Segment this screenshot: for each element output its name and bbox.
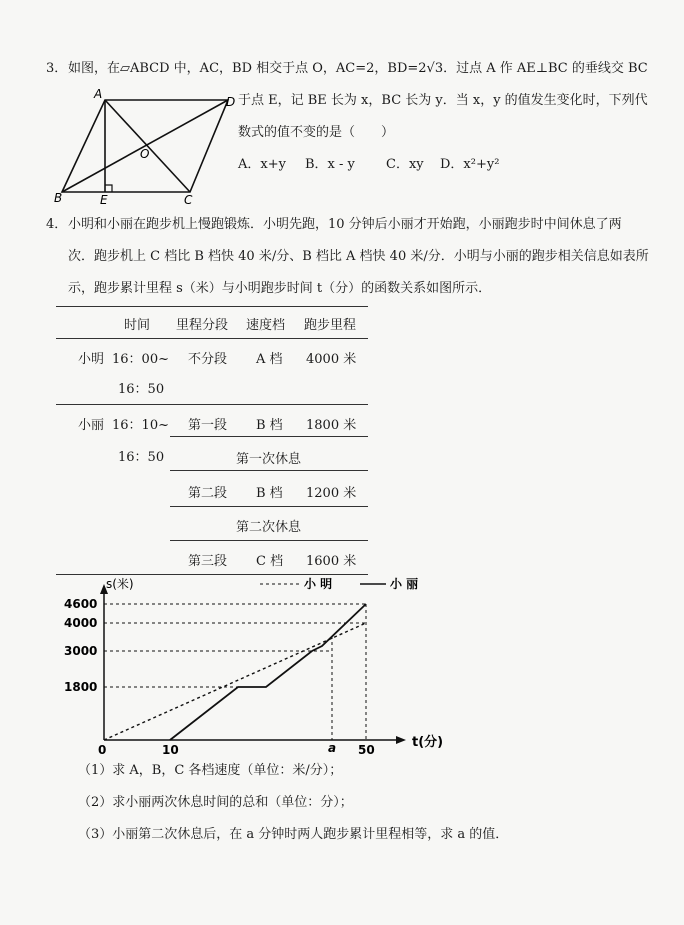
xiaoli-name: 小丽	[78, 418, 105, 433]
label-e: E	[100, 193, 108, 206]
xiaoli-seg2-distance: 1200 米	[306, 486, 357, 501]
diagonal-bd	[62, 100, 228, 192]
xiaoming-speed: A 档	[256, 352, 283, 367]
origin-label: 0	[98, 743, 107, 756]
xiaoli-rest1: 第一次休息	[236, 452, 302, 467]
xiaoli-seg1-speed: B 档	[256, 418, 283, 433]
xiaoli-seg2-speed: B 档	[256, 486, 283, 501]
xiaoming-distance: 4000 米	[306, 352, 357, 367]
q4-sub3: （3）小丽第二次休息后，在 a 分钟时两人跑步累计里程相等，求 a 的值．	[78, 827, 509, 842]
y-tick-4600: 4600	[64, 597, 98, 611]
label-a: A	[94, 87, 103, 101]
q3-line3: 数式的值不变的是（ ）	[238, 125, 395, 140]
table-header-speed: 速度档	[246, 318, 286, 333]
y-tick-1800: 1800	[64, 680, 98, 694]
x-tick-a: a	[328, 741, 337, 755]
xiaoli-seg1-segment: 第一段	[188, 418, 228, 433]
label-b: B	[54, 191, 63, 205]
q3-option-c: C．xy	[386, 157, 424, 172]
legend-xiaoming: 小 明	[304, 577, 333, 591]
xiaoming-time-end: 16：50	[118, 382, 165, 397]
xiaoli-seg3-segment: 第三段	[188, 554, 228, 569]
q4-line3: 示，跑步累计里程 s（米）与小明跑步时间 t（分）的函数关系如图所示．	[68, 281, 492, 296]
y-axis-label: s(米)	[106, 577, 134, 591]
q4-sub2: （2）求小丽两次休息时间的总和（单位：分）；	[78, 795, 353, 810]
x-axis-label: t(分)	[412, 735, 444, 750]
diagonal-ac	[105, 100, 190, 192]
xiaoli-time-start: 16：10~	[112, 418, 169, 433]
xiaoli-seg3-distance: 1600 米	[306, 554, 357, 569]
xiaoli-line	[170, 604, 366, 740]
table-header-distance: 跑步里程	[304, 318, 357, 333]
x-tick-50: 50	[358, 743, 375, 756]
x-tick-10: 10	[162, 743, 179, 756]
xiaoli-seg1-distance: 1800 米	[306, 418, 357, 433]
legend-xiaoli: 小 丽	[390, 577, 419, 591]
label-c: C	[184, 193, 193, 206]
xiaoli-time-end: 16：50	[118, 450, 165, 465]
xiaoming-name: 小明	[78, 352, 105, 367]
q3-line1: 如图，在▱ABCD 中，AC，BD 相交于点 O，AC=2，BD=2√3．过点 A 作 AE⊥BC 的垂线交 BC	[68, 61, 648, 76]
y-tick-3000: 3000	[64, 644, 98, 658]
parallelogram-figure	[50, 86, 240, 206]
distance-time-graph	[60, 576, 480, 756]
y-tick-4000: 4000	[64, 616, 98, 630]
label-o: O	[140, 147, 150, 161]
xiaoming-segment: 不分段	[188, 352, 228, 367]
xiaoli-rest2: 第二次休息	[236, 520, 302, 535]
q3-line2: 于点 E，记 BE 长为 x，BC 长为 y．当 x，y 的值发生变化时，下列代	[238, 93, 648, 108]
xiaoli-seg3-speed: C 档	[256, 554, 284, 569]
xiaoming-time-start: 16：00~	[112, 352, 169, 367]
q3-number: 3．	[46, 61, 68, 76]
q3-option-a: A．x+y	[238, 157, 286, 172]
table-header-segment: 里程分段	[176, 318, 229, 333]
q4-number: 4．	[46, 217, 68, 232]
xiaoli-seg2-segment: 第二段	[188, 486, 228, 501]
q4-line1: 小明和小丽在跑步机上慢跑锻炼．小明先跑，10 分钟后小丽才开始跑，小丽跑步时中间休息了两	[68, 217, 622, 232]
q4-sub1: （1）求 A，B，C 各档速度（单位：米/分）；	[78, 763, 343, 778]
q4-line2: 次．跑步机上 C 档比 B 档快 40 米/分、B 档比 A 档快 40 米/分．小明与小丽的跑步相关信息如表所	[68, 249, 649, 264]
q3-option-b: B．x - y	[305, 157, 355, 172]
q3-option-d: D．x²+y²	[440, 157, 500, 172]
table-header-time: 时间	[124, 318, 151, 333]
label-d: D	[226, 95, 236, 109]
